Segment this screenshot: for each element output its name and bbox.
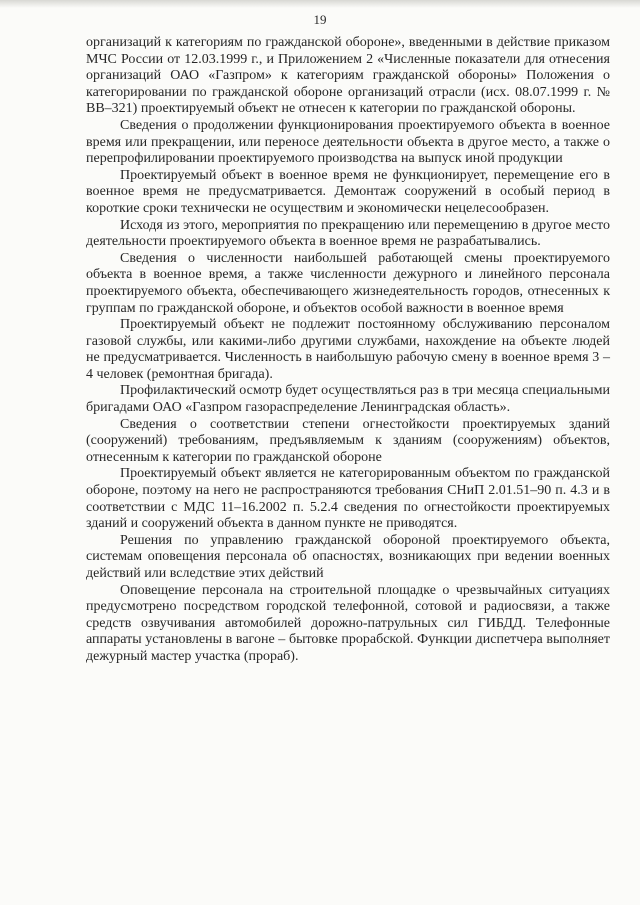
paragraph-inspection: Профилактический осмотр будет осуществляться раз в три месяца специальными бригадами ОАО «Газпром газораспределение Ленинградская область». [86,383,610,416]
paragraph-heading-wartime-operation: Сведения о продолжении функционирования проектируемого объекта в военное время или прекращении, или переносе деятельности объекта в другое место, а также о перепрофилировании проектируемого производства на выпуск иной продукции [86,117,610,167]
paragraph-staff-numbers: Проектируемый объект не подлежит постоянному обслуживанию персоналом газовой службы, или какими-либо другими службами, нахождение на объекте людей не предусматривается. Численность в наибольшую рабочую смену в военное время 3 – 4 человек (ремонтная бригада). [86,317,610,382]
paragraph-relocation: Исходя из этого, мероприятия по прекращению или перемещению в другое место деятельности проектируемого объекта в военное время не разрабатывались. [86,217,610,250]
paragraph-fire-resistance: Проектируемый объект является не категорированным объектом по гражданской обороне, поэтому на него не распространяются требования СНиП 2.01.51–90 п. 4.3 и в соответствии с МДС 11–16.2002 п. 5.2.4 сведения по огнестойкости проектируемых зданий и сооружений объекта в данном пункте не приводятся. [86,466,610,532]
body-text [86,35,610,666]
page-number: 19 [313,12,327,27]
paragraph-heading-civil-defense-management: Решения по управлению гражданской обороной проектируемого объекта, системам оповещения персонала об опасностях, возникающих при ведении военных действий или вследствие этих действий [86,532,610,581]
paragraph-heading-staff-numbers: Сведения о численности наибольшей работающей смены проектируемого объекта в военное время, а также численности дежурного и линейного персонала проектируемого объекта, обеспечивающего жизнедеятельность городов, отнесенных к группам по гражданской обороне, и объектов особой важности в военное время [86,250,610,316]
paragraph-notification: Оповещение персонала на строительной площадке о чрезвычайных ситуациях предусмотрено посредством городской телефонной, сотовой и радиосвязи, а также средств озвучивания автомобилей дорожно-патрульных сил ГИБДД. Телефонные аппараты установлены в вагоне – бытовке прорабской. Функции диспетчера выполняет дежурный мастер участка (прораб). [86,582,610,664]
scan-edge-shadow [0,0,640,8]
paragraph-continuation: организаций к категориям по гражданской обороне», введенными в действие приказом МЧС России от 12.03.1999 г., и Приложением 2 «Численные показатели для отнесения организаций ОАО «Газпром» к категориям гражданской обороны» Положения о категорировании по гражданской обороне организаций отрасли (исх. 08.07.1999 г. № ВВ–321) проектируемый объект не отнесен к категории по гражданской обороны. [86,35,610,117]
paragraph-heading-fire-resistance: Сведения о соответствии степени огнестойкости проектируемых зданий (сооружений) требованиям, предъявляемым к зданиям (сооружениям) объектов, отнесенным к категории по гражданской обороне [86,416,610,465]
paragraph-wartime-operation: Проектируемый объект в военное время не функционирует, перемещение его в военное время не предусматривается. Демонтаж сооружений в особый период в короткие сроки технически не осуществим и экономически нецелесообразен. [86,167,610,216]
